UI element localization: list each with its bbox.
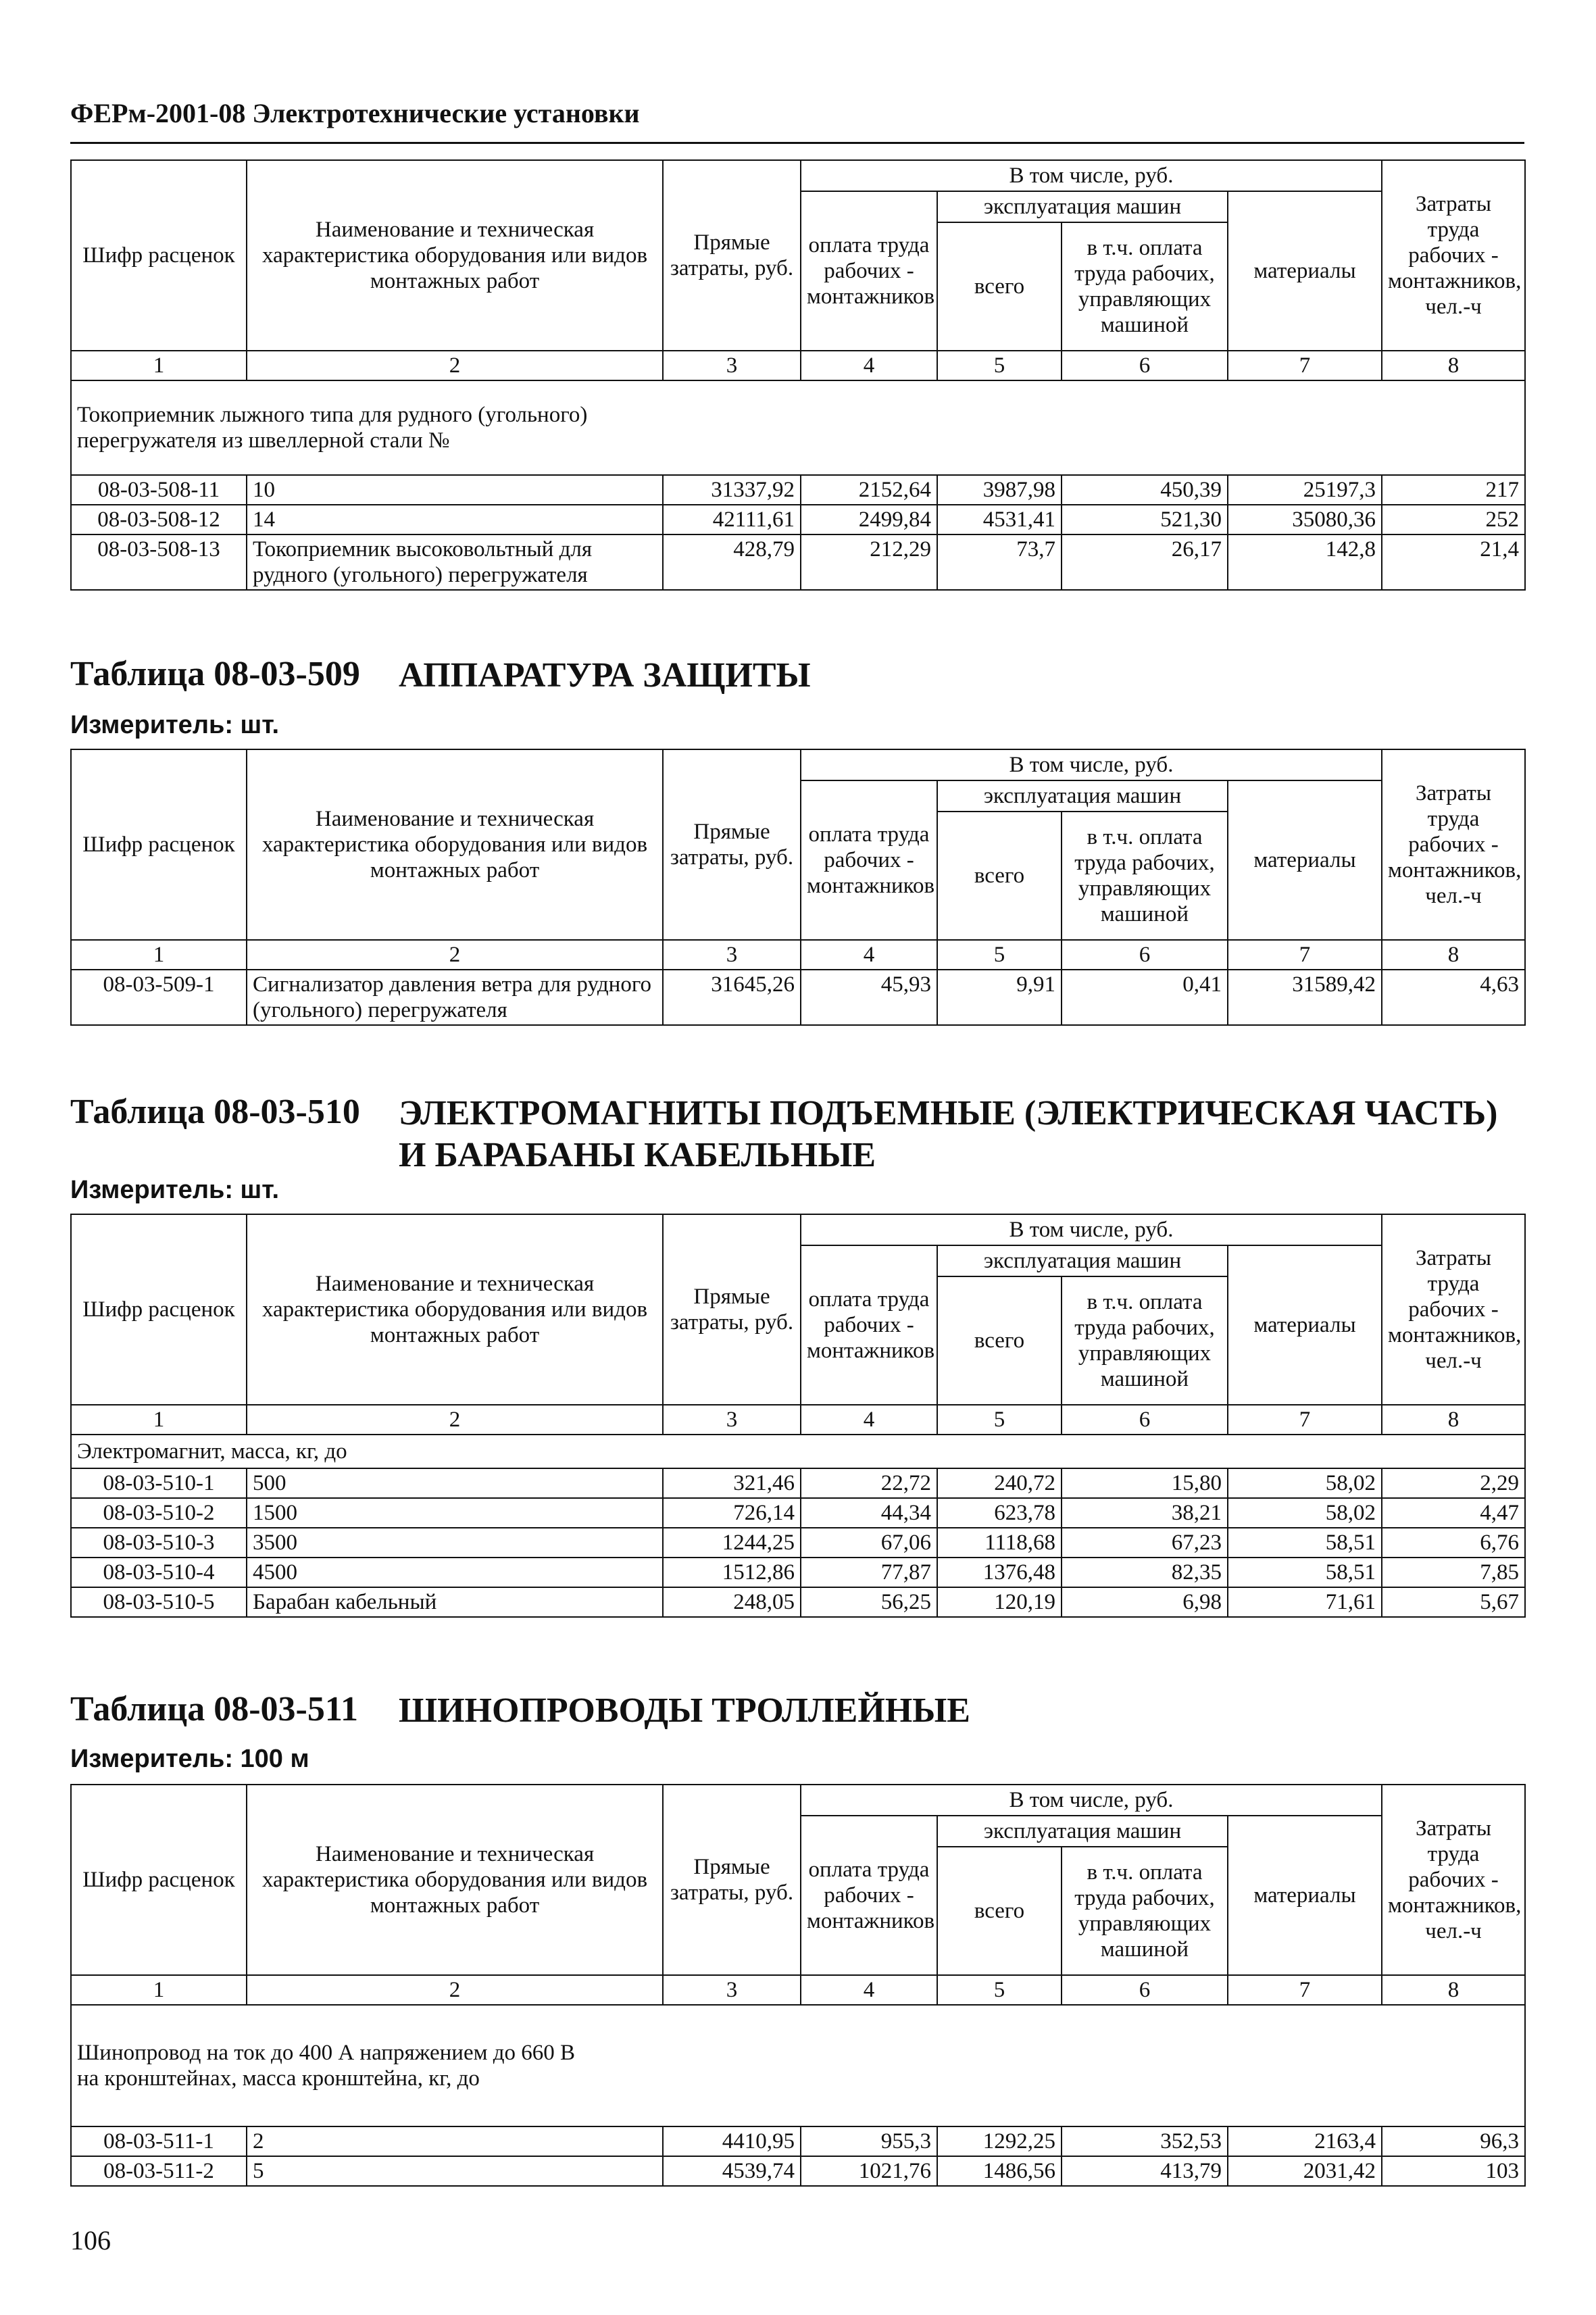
- col-incl-header: В том числе, руб.: [801, 160, 1382, 191]
- cell-labor: 45,93: [801, 970, 937, 1025]
- group-row: [71, 1435, 1525, 1468]
- cell-mach-total: 3987,98: [937, 475, 1062, 505]
- table-row: [71, 1587, 1525, 1617]
- col-direct-header: Прямые затраты, руб.: [663, 749, 801, 940]
- cell-mach-labor: 521,30: [1062, 505, 1228, 534]
- col-mach-labor-header: в т.ч. оплата труда рабочих, управляющих машиной: [1062, 222, 1228, 351]
- cell-mach-labor: 82,35: [1062, 1558, 1228, 1587]
- cell-materials: 2031,42: [1228, 2156, 1382, 2186]
- cell-code: 08-03-510-3: [71, 1528, 247, 1558]
- cell-code: 08-03-510-5: [71, 1587, 247, 1617]
- cell-code: 08-03-509-1: [71, 970, 247, 1025]
- table-name-line1: ЭЛЕКТРОМАГНИТЫ ПОДЪЕМНЫЕ (ЭЛЕКТРИЧЕСКАЯ ЧАСТЬ): [399, 1094, 1498, 1132]
- table-510: [70, 1214, 1526, 1618]
- index-cell: 6: [1062, 1405, 1228, 1435]
- cell-mach-total: 240,72: [937, 1468, 1062, 1498]
- cell-direct: 4539,74: [663, 2156, 801, 2186]
- cell-direct: 1244,25: [663, 1528, 801, 1558]
- col-machines-header: эксплуатация машин: [937, 780, 1228, 812]
- cell-direct: 4410,95: [663, 2126, 801, 2156]
- index-cell: 3: [663, 1405, 801, 1435]
- index-cell: 7: [1228, 940, 1382, 970]
- col-mach-labor-header: в т.ч. оплата труда рабочих, управляющих машиной: [1062, 1276, 1228, 1405]
- table-header: [71, 749, 1525, 970]
- col-materials-header: материалы: [1228, 1245, 1382, 1405]
- col-mach-total-header: всего: [937, 1276, 1062, 1405]
- cell-mach-total: 120,19: [937, 1587, 1062, 1617]
- col-labor-header: оплата труда рабочих - монтажников: [801, 780, 937, 940]
- cell-materials: 58,02: [1228, 1468, 1382, 1498]
- page-header-text: ФЕРм-2001-08 Электротехнические установки: [70, 98, 640, 128]
- index-cell: 2: [247, 940, 663, 970]
- cell-hours: 2,29: [1382, 1468, 1525, 1498]
- cell-labor: 2152,64: [801, 475, 937, 505]
- col-materials-header: материалы: [1228, 780, 1382, 940]
- col-mach-total-header: всего: [937, 812, 1062, 940]
- table-name-line2: И БАРАБАНЫ КАБЕЛЬНЫЕ: [399, 1136, 876, 1174]
- cell-materials: 71,61: [1228, 1587, 1382, 1617]
- table-row: [71, 475, 1525, 505]
- index-cell: 5: [937, 1975, 1062, 2005]
- measure-unit: Измеритель: шт.: [70, 711, 280, 739]
- col-direct-header: Прямые затраты, руб.: [663, 1214, 801, 1405]
- col-hours-header: Затраты труда рабочих - монтажников, чел.-ч: [1382, 160, 1525, 351]
- col-materials-header: материалы: [1228, 1816, 1382, 1975]
- cell-hours: 4,47: [1382, 1498, 1525, 1528]
- index-row: [71, 1975, 1525, 2005]
- cell-name: 10: [247, 475, 663, 505]
- cell-labor: 22,72: [801, 1468, 937, 1498]
- cell-direct: 31337,92: [663, 475, 801, 505]
- cell-hours: 5,67: [1382, 1587, 1525, 1617]
- index-cell: 1: [71, 1405, 247, 1435]
- cell-code: 08-03-510-1: [71, 1468, 247, 1498]
- cell-labor: 1021,76: [801, 2156, 937, 2186]
- cell-materials: 58,51: [1228, 1528, 1382, 1558]
- table-row: [71, 534, 1525, 590]
- col-materials-header: материалы: [1228, 191, 1382, 351]
- group-row: [71, 2005, 1525, 2126]
- col-machines-header: эксплуатация машин: [937, 1245, 1228, 1276]
- cell-hours: 6,76: [1382, 1528, 1525, 1558]
- cell-mach-labor: 0,41: [1062, 970, 1228, 1025]
- index-row: [71, 940, 1525, 970]
- cell-hours: 4,63: [1382, 970, 1525, 1025]
- index-cell: 8: [1382, 1975, 1525, 2005]
- cell-mach-labor: 6,98: [1062, 1587, 1228, 1617]
- index-cell: 3: [663, 1975, 801, 2005]
- cell-labor: 44,34: [801, 1498, 937, 1528]
- index-cell: 7: [1228, 1975, 1382, 2005]
- index-cell: 5: [937, 940, 1062, 970]
- cell-mach-labor: 38,21: [1062, 1498, 1228, 1528]
- index-cell: 1: [71, 1975, 247, 2005]
- cell-name: 5: [247, 2156, 663, 2186]
- cell-name: 500: [247, 1468, 663, 1498]
- index-cell: 1: [71, 940, 247, 970]
- cell-name: Сигнализатор давления ветра для рудного (угольного) перегружателя: [247, 970, 663, 1025]
- page-number: 106: [70, 2225, 111, 2256]
- col-name-header: Наименование и техническая характеристика оборудования или видов монтажных работ: [247, 1785, 663, 1975]
- cell-code: 08-03-510-2: [71, 1498, 247, 1528]
- index-cell: 6: [1062, 940, 1228, 970]
- cell-materials: 2163,4: [1228, 2126, 1382, 2156]
- index-cell: 4: [801, 1975, 937, 2005]
- col-hours-header: Затраты труда рабочих - монтажников, чел.-ч: [1382, 1785, 1525, 1975]
- col-code-header: Шифр расценок: [71, 1785, 247, 1975]
- cell-code: 08-03-508-11: [71, 475, 247, 505]
- cell-mach-total: 1118,68: [937, 1528, 1062, 1558]
- index-cell: 5: [937, 351, 1062, 380]
- col-name-header: Наименование и техническая характеристика оборудования или видов монтажных работ: [247, 160, 663, 351]
- col-mach-total-header: всего: [937, 222, 1062, 351]
- col-direct-header: Прямые затраты, руб.: [663, 160, 801, 351]
- table-name: ШИНОПРОВОДЫ ТРОЛЛЕЙНЫЕ: [399, 1691, 970, 1730]
- cell-hours: 96,3: [1382, 2126, 1525, 2156]
- measure-unit: Измеритель: 100 м: [70, 1745, 309, 1773]
- page-header: [70, 95, 1524, 144]
- col-incl-header: В том числе, руб.: [801, 1214, 1382, 1245]
- cell-direct: 428,79: [663, 534, 801, 590]
- index-cell: 6: [1062, 351, 1228, 380]
- cell-materials: 35080,36: [1228, 505, 1382, 534]
- cell-labor: 955,3: [801, 2126, 937, 2156]
- index-cell: 7: [1228, 1405, 1382, 1435]
- table-number: Таблица 08-03-511: [70, 1690, 358, 1728]
- col-hours-header: Затраты труда рабочих - монтажников, чел.-ч: [1382, 749, 1525, 940]
- cell-labor: 212,29: [801, 534, 937, 590]
- col-name-header: Наименование и техническая характеристика оборудования или видов монтажных работ: [247, 1214, 663, 1405]
- cell-direct: 726,14: [663, 1498, 801, 1528]
- cell-code: 08-03-508-12: [71, 505, 247, 534]
- cell-code: 08-03-508-13: [71, 534, 247, 590]
- col-machines-header: эксплуатация машин: [937, 191, 1228, 222]
- col-direct-header: Прямые затраты, руб.: [663, 1785, 801, 1975]
- cell-labor: 67,06: [801, 1528, 937, 1558]
- col-labor-header: оплата труда рабочих - монтажников: [801, 191, 937, 351]
- cell-direct: 321,46: [663, 1468, 801, 1498]
- col-code-header: Шифр расценок: [71, 160, 247, 351]
- index-row: [71, 351, 1525, 380]
- cell-materials: 58,02: [1228, 1498, 1382, 1528]
- measure-unit: Измеритель: шт.: [70, 1176, 280, 1204]
- index-cell: 2: [247, 351, 663, 380]
- cell-materials: 58,51: [1228, 1558, 1382, 1587]
- cell-mach-total: 1376,48: [937, 1558, 1062, 1587]
- table-row: [71, 505, 1525, 534]
- table-row: [71, 2156, 1525, 2186]
- table-header: [71, 1214, 1525, 1435]
- cell-name: Барабан кабельный: [247, 1587, 663, 1617]
- col-mach-labor-header: в т.ч. оплата труда рабочих, управляющих машиной: [1062, 812, 1228, 940]
- cell-labor: 56,25: [801, 1587, 937, 1617]
- cell-materials: 142,8: [1228, 534, 1382, 590]
- group-title: Токоприемник лыжного типа для рудного (угольного) перегружателя из швеллерной стали №: [71, 380, 1525, 475]
- cell-hours: 252: [1382, 505, 1525, 534]
- index-cell: 4: [801, 940, 937, 970]
- cell-mach-total: 9,91: [937, 970, 1062, 1025]
- cell-materials: 25197,3: [1228, 475, 1382, 505]
- table-row: [71, 1498, 1525, 1528]
- cell-name: 4500: [247, 1558, 663, 1587]
- index-row: [71, 1405, 1525, 1435]
- cell-code: 08-03-511-2: [71, 2156, 247, 2186]
- cell-name: Токоприемник высоковольтный для рудного (угольного) перегружателя: [247, 534, 663, 590]
- table-number: Таблица 08-03-509: [70, 655, 360, 693]
- group-row: [71, 380, 1525, 475]
- table-508: [70, 159, 1526, 591]
- table-509: [70, 749, 1526, 1026]
- cell-direct: 42111,61: [663, 505, 801, 534]
- col-incl-header: В том числе, руб.: [801, 749, 1382, 780]
- index-cell: 8: [1382, 351, 1525, 380]
- cell-labor: 2499,84: [801, 505, 937, 534]
- index-cell: 8: [1382, 940, 1525, 970]
- index-cell: 5: [937, 1405, 1062, 1435]
- col-code-header: Шифр расценок: [71, 1214, 247, 1405]
- index-cell: 1: [71, 351, 247, 380]
- index-cell: 4: [801, 1405, 937, 1435]
- cell-mach-labor: 26,17: [1062, 534, 1228, 590]
- table-row: [71, 970, 1525, 1025]
- cell-code: 08-03-510-4: [71, 1558, 247, 1587]
- cell-direct: 248,05: [663, 1587, 801, 1617]
- index-cell: 8: [1382, 1405, 1525, 1435]
- table-row: [71, 2126, 1525, 2156]
- cell-mach-total: 1486,56: [937, 2156, 1062, 2186]
- cell-mach-total: 1292,25: [937, 2126, 1062, 2156]
- index-cell: 2: [247, 1975, 663, 2005]
- cell-mach-labor: 67,23: [1062, 1528, 1228, 1558]
- index-cell: 3: [663, 351, 801, 380]
- cell-name: 3500: [247, 1528, 663, 1558]
- cell-hours: 217: [1382, 475, 1525, 505]
- index-cell: 4: [801, 351, 937, 380]
- table-row: [71, 1558, 1525, 1587]
- cell-mach-total: 4531,41: [937, 505, 1062, 534]
- index-cell: 6: [1062, 1975, 1228, 2005]
- cell-hours: 7,85: [1382, 1558, 1525, 1587]
- col-hours-header: Затраты труда рабочих - монтажников, чел.-ч: [1382, 1214, 1525, 1405]
- cell-hours: 21,4: [1382, 534, 1525, 590]
- cell-mach-labor: 352,53: [1062, 2126, 1228, 2156]
- cell-materials: 31589,42: [1228, 970, 1382, 1025]
- col-name-header: Наименование и техническая характеристика оборудования или видов монтажных работ: [247, 749, 663, 940]
- cell-direct: 31645,26: [663, 970, 801, 1025]
- col-labor-header: оплата труда рабочих - монтажников: [801, 1816, 937, 1975]
- table-number: Таблица 08-03-510: [70, 1093, 360, 1131]
- table-511: [70, 1784, 1526, 2187]
- col-mach-labor-header: в т.ч. оплата труда рабочих, управляющих машиной: [1062, 1847, 1228, 1975]
- table-header: [71, 1785, 1525, 2005]
- col-labor-header: оплата труда рабочих - монтажников: [801, 1245, 937, 1405]
- cell-name: 2: [247, 2126, 663, 2156]
- group-title: Электромагнит, масса, кг, до: [71, 1435, 1525, 1468]
- index-cell: 3: [663, 940, 801, 970]
- col-incl-header: В том числе, руб.: [801, 1785, 1382, 1816]
- col-mach-total-header: всего: [937, 1847, 1062, 1975]
- table-name: АППАРАТУРА ЗАЩИТЫ: [399, 656, 811, 695]
- cell-code: 08-03-511-1: [71, 2126, 247, 2156]
- col-code-header: Шифр расценок: [71, 749, 247, 940]
- col-machines-header: эксплуатация машин: [937, 1816, 1228, 1847]
- cell-mach-total: 73,7: [937, 534, 1062, 590]
- table-header: [71, 160, 1525, 380]
- cell-direct: 1512,86: [663, 1558, 801, 1587]
- cell-name: 1500: [247, 1498, 663, 1528]
- group-title: Шинопровод на ток до 400 А напряжением до 660 В на кронштейнах, масса кронштейна, кг, до: [71, 2005, 1525, 2126]
- index-cell: 2: [247, 1405, 663, 1435]
- cell-mach-total: 623,78: [937, 1498, 1062, 1528]
- cell-mach-labor: 15,80: [1062, 1468, 1228, 1498]
- table-row: [71, 1468, 1525, 1498]
- cell-hours: 103: [1382, 2156, 1525, 2186]
- cell-mach-labor: 413,79: [1062, 2156, 1228, 2186]
- table-row: [71, 1528, 1525, 1558]
- cell-name: 14: [247, 505, 663, 534]
- cell-labor: 77,87: [801, 1558, 937, 1587]
- index-cell: 7: [1228, 351, 1382, 380]
- cell-mach-labor: 450,39: [1062, 475, 1228, 505]
